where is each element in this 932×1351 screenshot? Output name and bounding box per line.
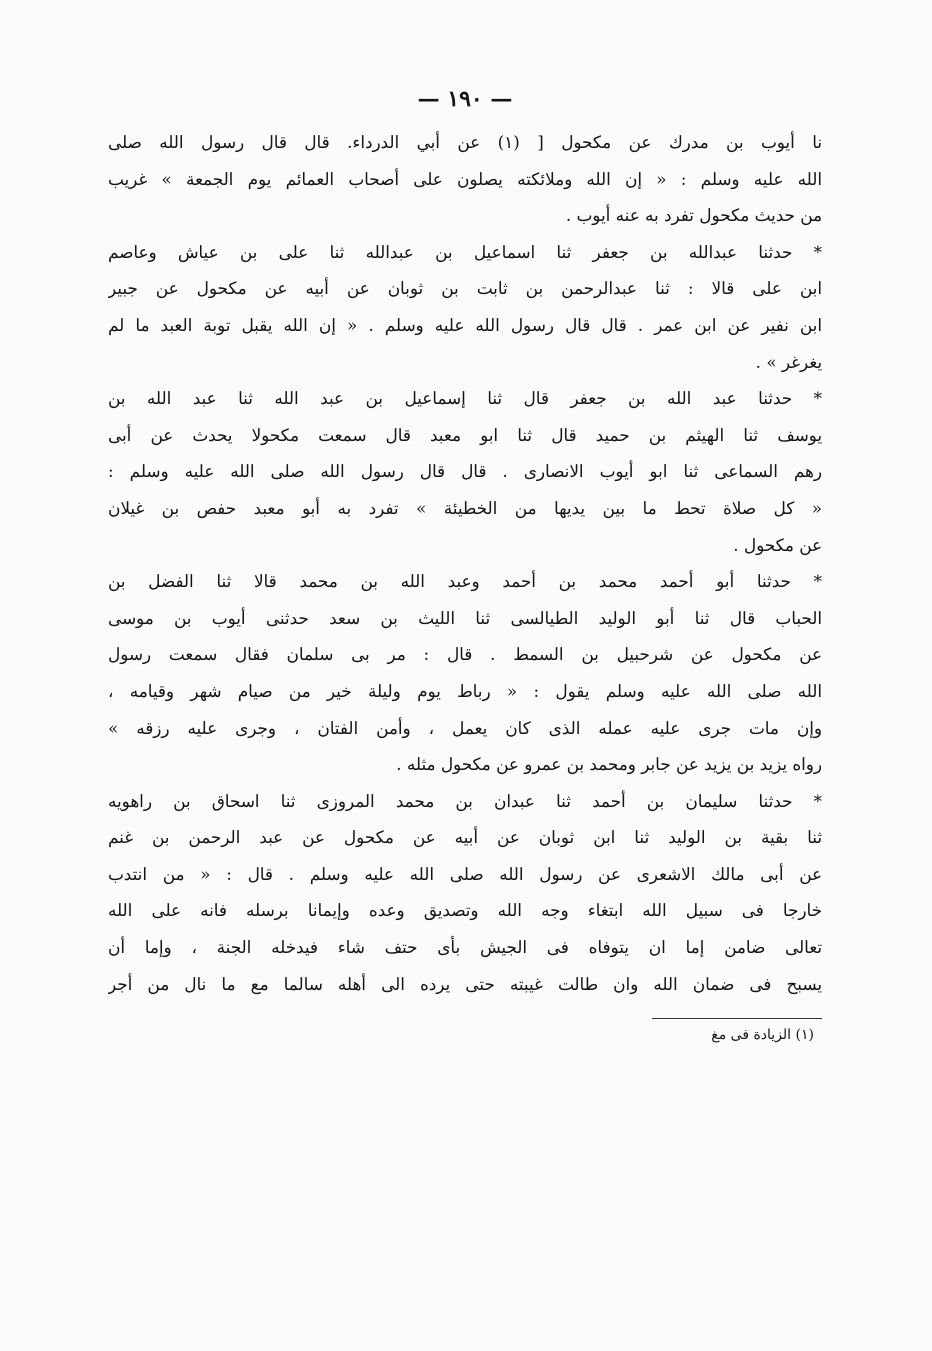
paragraph bbox=[108, 563, 822, 783]
text-line: يغرغر » . bbox=[755, 351, 822, 372]
text-line: يوسف ثنا الهيثم بن حميد قال ثنا ابو معبد قال سمعت مكحولا يحدث عن أبى bbox=[108, 424, 822, 445]
paragraph bbox=[108, 380, 822, 563]
text-line: خارجا فى سبيل الله ابتغاء وجه الله وتصديق وعده وإيمانا برسله فانه على الله bbox=[108, 900, 822, 921]
text-line: وإن مات جرى عليه عمله الذى كان يعمل ، وأمن الفتان ، وجرى عليه رزقه » bbox=[108, 717, 822, 738]
text-line: يسبح فى ضمان الله وان طالت غيبته حتى يرده الى أهله سالما مع ما نال من أجر bbox=[108, 973, 822, 994]
paragraph bbox=[108, 234, 822, 380]
page-body bbox=[108, 86, 822, 1045]
text-line: تعالى ضامن إما ان يتوفاه فى الجيش بأى حتف شاء فيدخله الجنة ، وإما أن bbox=[108, 937, 822, 958]
paragraph bbox=[108, 124, 822, 234]
text-line: نا أيوب بن مدرك عن مكحول [ (١) عن أبي الدرداء. قال قال رسول الله صلى bbox=[108, 132, 822, 152]
text-line: الله صلى الله عليه وسلم يقول : « رباط يوم وليلة خير من صيام شهر وقيامه ، bbox=[108, 680, 822, 701]
text-line: * حدثنا عبدالله بن جعفر ثنا اسماعيل بن عبدالله ثنا على بن عياش وعاصم bbox=[108, 241, 822, 262]
text-line: ابن نفير عن ابن عمر . قال قال رسول الله عليه وسلم . « إن الله يقبل توبة العبد ما لم bbox=[108, 314, 822, 335]
text-line: الحباب قال ثنا أبو الوليد الطيالسى ثنا الليث بن سعد حدثنى أيوب بن موسى bbox=[108, 607, 822, 628]
text-line: * حدثنا عبد الله بن جعفر قال ثنا إسماعيل بن عبد الله ثنا عبد الله بن bbox=[108, 388, 822, 409]
text-line: عن مكحول . bbox=[733, 534, 822, 555]
text-line: رواه يزيد بن يزيد عن جابر ومحمد بن عمرو عن مكحول مثله . bbox=[396, 754, 822, 775]
text-line: عن مكحول عن شرحبيل بن السمط . قال : مر بى سلمان فقال سمعت رسول bbox=[108, 644, 822, 665]
footnote-divider bbox=[652, 1018, 822, 1019]
text-line: رهم السماعى ثنا ابو أيوب الانصارى . قال قال رسول الله صلى الله عليه وسلم : bbox=[108, 461, 822, 482]
text-line: ثنا بقية بن الوليد ثنا ابن ثوبان عن أبيه عن مكحول عن عبد الرحمن بن غنم bbox=[108, 827, 822, 848]
text-line: ابن على قالا : ثنا عبدالرحمن بن ثابت بن ثوبان عن أبيه عن مكحول عن جبير bbox=[108, 278, 822, 299]
text-line: * حدثنا أبو أحمد محمد بن أحمد وعبد الله بن محمد قالا ثنا الفضل بن bbox=[108, 571, 822, 592]
text-line: عن أبى مالك الاشعرى عن رسول الله صلى الله عليه وسلم . قال : « من انتدب bbox=[108, 863, 822, 884]
page-number: — ١٩٠ — bbox=[417, 86, 513, 112]
text-line: الله عليه وسلم : « إن الله وملائكته يصلون على أصحاب العمائم يوم الجمعة » غريب bbox=[108, 168, 822, 189]
text-line: * حدثنا سليمان بن أحمد ثنا عبدان بن محمد المروزى ثنا اسحاق بن راهويه bbox=[108, 790, 822, 811]
text-line: « كل صلاة تحط ما بين يديها من الخطيئة » تفرد به أبو معبد حفص بن غيلان bbox=[108, 497, 822, 518]
paragraph bbox=[108, 783, 822, 1003]
footnote: (١) الزيادة فى مغ bbox=[711, 1027, 814, 1044]
text-line: من حديث مكحول تفرد به عنه أيوب . bbox=[565, 205, 822, 226]
